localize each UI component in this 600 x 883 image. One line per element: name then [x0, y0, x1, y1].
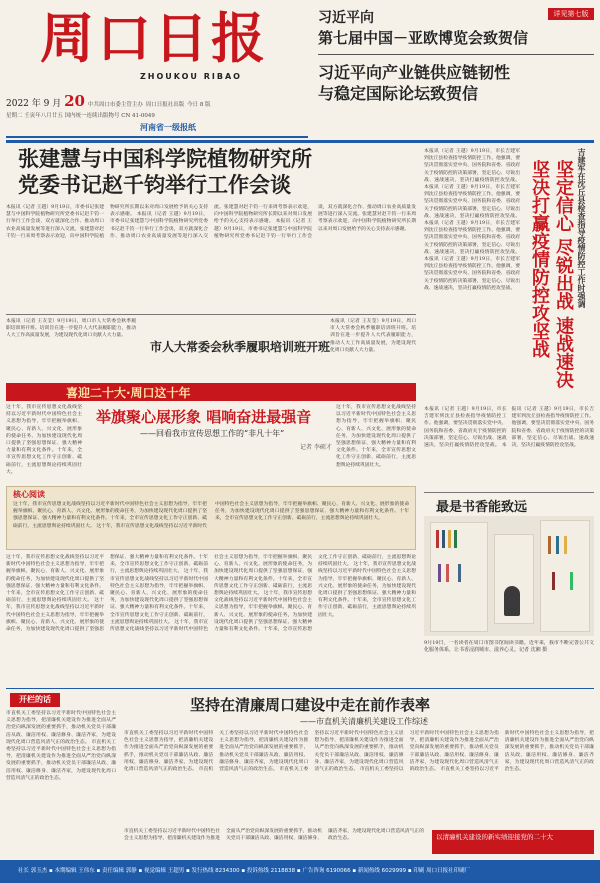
special-col-text-2: 这十年，我市宣传思想文化战线坚持以习近平新时代中国特色社会主义思想为指导，牢牢把握举旗帜、聚民心、育新人、兴文化、展形象的使命任务，为加快建设现代化周口提供了坚强思想保证、强大精神力量和有利文化条件。十年来，全市宣传思想文化工作守正创新、砥砺前行，主流思想舆论持续巩固壮大。: [6, 555, 208, 633]
footer-editor-chief: 社长 郭玉杰: [18, 868, 48, 874]
feature-intro: [6, 710, 116, 856]
date-year-month: 2022 年 9 月: [6, 99, 62, 109]
footer-visual-editor: 视觉编辑 王超男: [143, 868, 185, 874]
book: [552, 572, 555, 590]
special-col-text-4: 这十年，我市宣传思想文化战线坚持以习近平新时代中国特色社会主义思想为指导，牢牢把握举旗帜、聚民心、育新人、兴文化、展形象的使命任务，为加快建设现代化周口提供了坚强思想保证、强大精神力量和有利文化条件。十年来，全市宣传思想文化工作守正创新、砥砺前行，主流思想舆论持续巩固壮大。: [110, 555, 312, 633]
epidemic-headline-1[interactable]: 坚定信心 尽锐出战 速战速决: [553, 160, 574, 389]
special-body-top-text: 这十年，我市宣传思想文化战线坚持以习近平新时代中国特色社会主义思想为指导，牢牢把握举旗帜、聚民心、育新人、兴文化、展形象的使命任务，为加快建设现代化周口提供了坚强思想保证、强大精神力量和有利文化条件。十年来，全市宣传思想文化工作守正创新、砥砺前行，主流思想舆论持续巩固壮大。: [6, 405, 82, 475]
top-headline-2[interactable]: [318, 62, 590, 104]
newspaper-pinyin: ZHOUKOU RIBAO: [140, 72, 242, 81]
footer-print: 印刷 周口日报社印刷厂: [413, 868, 471, 874]
footer-news: 新闻热线 6029999: [357, 868, 407, 874]
feature-body-bottom: [124, 828, 424, 856]
feature-headline[interactable]: 坚持在清廉周口建设中走在前作表率: [190, 696, 431, 714]
special-body-right-text: 这十年，我市宣传思想文化战线坚持以习近平新时代中国特色社会主义思想为指导，牢牢把握举旗帜、聚民心、育新人、兴文化、展形象的使命任务，为加快建设现代化周口提供了坚强思想保证、强大精神力量和有利文化条件。十年来，全市宣传思想文化工作守正创新、砥砺前行，主流思想舆论持续巩固壮大。: [336, 405, 416, 468]
core-reading-text: 这十年，我市宣传思想文化战线坚持以习近平新时代中国特色社会主义思想为指导，牢牢把握举旗帜、聚民心、育新人、兴文化、展形象的使命任务，为加快建设现代化周口提供了坚强思想保证、强大精神力量和有利文化条件。十年来，全市宣传思想文化工作守正创新、砥砺前行，主流思想舆论持续巩固壮大。: [13, 502, 207, 529]
bookstore-headline[interactable]: 最是书香能致远: [436, 500, 528, 515]
lead-headline-line2: 党委书记赵千钧举行工作会谈: [18, 173, 291, 197]
npc-body-right: [330, 318, 416, 380]
book: [446, 564, 449, 582]
top-headline-1-line2: 第七届中国－亚欧博览会致贺信: [318, 29, 529, 47]
footer-circulation: 发行热线 8234300: [191, 868, 240, 874]
special-col-text-6: 这十年，我市宣传思想文化战线坚持以习近平新时代中国特色社会主义思想为指导，牢牢把握举旗帜、聚民心、育新人、兴文化、展形象的使命任务，为加快建设现代化周口提供了坚强思想保证、强大精神力量和有利文化条件。十年来，全市宣传思想文化工作守正创新、砥砺前行，主流思想舆论持续巩固壮大。: [318, 562, 416, 618]
feature-body-text-2: 市直机关工委坚持以习近平新时代中国特色社会主义思想为指导，把清廉机关建设作为推进全面从严治党向纵深发展的重要抓手，推动机关党员干部廉洁从政、廉洁用权、廉洁修身、廉洁齐家，为建设现代化周口营造风清气正的政治生态。: [198, 731, 309, 773]
book: [436, 530, 439, 548]
promo-banner-text: 以清廉机关建设的新实绩迎接党的二十大: [436, 833, 553, 841]
feature-body-text-5: 市直机关工委坚持以习近平新时代中国特色社会主义思想为指导，把清廉机关建设作为推进全面从严治党向纵深发展的重要抓手，推动机关党员干部廉洁从政、廉洁用权、廉洁修身、廉洁齐家，为建设现代化周口营造风清气正的政治生态。: [440, 731, 594, 773]
feature-body-text-4: 市直机关工委坚持以习近平新时代中国特色社会主义思想为指导，把清廉机关建设作为推进全面从严治党向纵深发展的重要抓手，推动机关党员干部廉洁从政、廉洁用权、廉洁修身、廉洁齐家，为建设现代化周口营造风清气正的政治生态。: [359, 731, 499, 773]
special-subhead: ——回看我市宣传思想工作的“非凡十年”: [140, 429, 285, 438]
footer-bar: 社长 郭玉杰 ▪ 本期编辑 王伟东 ▪ 责任编辑 郭静 ▪ 视觉编辑 王超男 ▪ 发行热线 8234300 ▪ 投诉热线 2118838 ▪ 广告咨询 6190066 ▪ 新闻热线 6029999 ▪ 印刷 周口日报社印刷厂: [0, 860, 600, 883]
epidemic-body-lower-text: 本报讯（记者 王越）9月19日，市长吉建军到沈丘县检查指导疫情防控工作。他强调，要坚决贯彻落实党中央、国务院和省委、省政府关于疫情防控的决策部署，坚定信心、尽锐出战、速战速决，坚决打赢疫情防控攻坚战。: [424, 407, 507, 449]
epidemic-body-lower: [424, 406, 594, 488]
footer-ads: 广告咨询 6190066: [302, 868, 351, 874]
date-day: 20: [64, 92, 85, 110]
book: [556, 536, 559, 554]
top-divider: [318, 54, 594, 55]
core-reading-text-2: 这十年，我市宣传思想文化战线坚持以习近平新时代中国特色社会主义思想为指导，牢牢把握举旗帜、聚民心、育新人、兴文化、展形象的使命任务，为加快建设现代化周口提供了坚强思想保证、强大精神力量和有利文化条件。十年来，全市宣传思想文化工作守正创新、砥砺前行，主流思想舆论持续巩固壮大。: [96, 502, 409, 529]
npc-body-text: 本报讯（记者 王友莹）9月19日，周口市人大常委会秋季履职培训班开班。培训旨在进一步提升人大代表履职能力，推动人大工作高质量发展，为建设现代化周口贡献人大力量。: [6, 319, 136, 339]
feature-subhead: ——市直机关清廉机关建设工作综述: [300, 717, 428, 726]
publisher-info: 中共周口市委主管主办: [87, 102, 143, 108]
epidemic-body-text-3: 本报讯（记者 王越）9月19日，市长吉建军到沈丘县检查指导疫情防控工作。他强调，要坚决贯彻落实党中央、国务院和省委、省政府关于疫情防控的决策部署，坚定信心、尽锐出战、速战速决，坚决打赢疫情防控攻坚战。: [424, 221, 520, 255]
dateline: [6, 92, 306, 120]
book: [448, 530, 451, 548]
book: [570, 572, 573, 590]
edition-info: 今日 8 版: [187, 102, 211, 108]
core-reading-box: [6, 486, 416, 550]
feature-body-text-1: 市直机关工委坚持以习近平新时代中国特色社会主义思想为指导，把清廉机关建设作为推进全面从严治党向纵深发展的重要抓手，推动机关党员干部廉洁从政、廉洁用权、廉洁修身、廉洁齐家，为建设现代化周口营造风清气正的政治生态。: [124, 731, 214, 773]
special-col-text-1: 这十年，我市宣传思想文化战线坚持以习近平新时代中国特色社会主义思想为指导，牢牢把握举旗帜、聚民心、育新人、兴文化、展形象的使命任务，为加快建设现代化周口提供了坚强思想保证、强大精神力量和有利文化条件。十年来，全市宣传思想文化工作守正创新、砥砺前行，主流思想舆论持续巩固壮大。: [6, 555, 104, 604]
column-open-tag: 开栏的话: [10, 693, 60, 707]
special-byline: 记者 李硕才: [300, 444, 332, 451]
epidemic-body-text: 本报讯（记者 王越）9月19日，市长吉建军到沈丘县检查指导疫情防控工作。他强调，要坚决贯彻落实党中央、国务院和省委、省政府关于疫情防控的决策部署，坚定信心、尽锐出战、速战速决，坚决打赢疫情防控攻坚战。: [424, 149, 520, 183]
bookstore-caption: [424, 640, 594, 670]
office-info: 周口日报社出版: [145, 102, 185, 108]
issue-code: 国内统一连续出版物号 CN 41-0049: [64, 113, 155, 119]
top-headline-2-line2: 与稳定国际论坛致贺信: [318, 84, 479, 103]
bookstore-photo: [424, 516, 594, 636]
feature-intro-text: 市直机关工委坚持以习近平新时代中国特色社会主义思想为指导，把清廉机关建设作为推进全面从严治党向纵深发展的重要抓手，推动机关党员干部廉洁从政、廉洁用权、廉洁修身、廉洁齐家，为建设现代化周口营造风清气正的政治生态。: [6, 711, 116, 745]
special-col-text-3: 这十年，我市宣传思想文化战线坚持以习近平新时代中国特色社会主义思想为指导，牢牢把握举旗帜、聚民心、育新人、兴文化、展形象的使命任务，为加快建设现代化周口提供了坚强思想保证、强大精神力量和有利文化条件。十年来，全市宣传思想文化工作守正创新、砥砺前行，主流思想舆论持续巩固壮大。: [110, 569, 208, 625]
feature-body-bottom-text: 市直机关工委坚持以习近平新时代中国特色社会主义思想为指导，把清廉机关建设作为推进全面从严治党向纵深发展的重要抓手，推动机关党员干部廉洁从政、廉洁用权、廉洁修身、廉洁齐家，为建设现代化周口营造风清气正的政治生态。: [124, 829, 424, 842]
corner-tag[interactable]: 详见第七版: [548, 8, 594, 20]
weekday: 星期二: [6, 113, 23, 119]
masthead-rule: [6, 136, 308, 138]
npc-headline[interactable]: 市人大常委会秋季履职培训班开班: [150, 340, 331, 354]
book: [442, 530, 445, 548]
footer-duty-editor: 责任编辑 郭静: [101, 868, 137, 874]
special-banner: [6, 383, 416, 401]
book: [564, 536, 567, 554]
header-rule: [6, 140, 594, 143]
lead-headline-line1: 张建慧与中国科学院植物研究所: [18, 147, 312, 171]
lead-body-text-cont: 本报讯（记者 王越）9月19日，市委书记张建慧与中国科学院植物研究所党委书记赵千钧一行举行工作会谈，双方就深化合作、推动周口农业高质量发展等进行深入交流。张建慧对赵千钧一行来周考察表示欢迎，向中国科学院植物研究所长期以来对周口发展给予的关心支持表示感谢。: [110, 205, 312, 239]
feature-body: [124, 730, 594, 826]
special-headline[interactable]: 举旗聚心展形象 唱响奋进最强音: [96, 408, 312, 426]
npc-divider: [6, 314, 416, 315]
promo-banner[interactable]: [432, 830, 594, 854]
newspaper-logo: 周口日报: [40, 6, 268, 70]
book: [454, 530, 457, 548]
bookstore-caption-text: 9月19日，一名读者在周口市图书馆阅读书籍。近年来，我市不断完善公共文化服务体系，让书香浸润城市、滋养心灵。记者 沈湘 摄: [424, 640, 594, 654]
lunar-date: 壬寅年八月廿五: [24, 113, 63, 119]
epidemic-body-lower-text-2: 本报讯（记者 王越）9月19日，市长吉建军到沈丘县检查指导疫情防控工作。他强调，要坚决贯彻落实党中央、国务院和省委、省政府关于疫情防控的决策部署，坚定信心、尽锐出战、速战速决，坚决打赢疫情防控攻坚战。: [501, 407, 594, 449]
epidemic-body-text-4: 本报讯（记者 王越）9月19日，市长吉建军到沈丘县检查指导疫情防控工作。他强调，要坚决贯彻落实党中央、国务院和省委、省政府关于疫情防控的决策部署，坚定信心、尽锐出战、速战速决，坚决打赢疫情防控攻坚战。: [424, 257, 520, 291]
book: [438, 564, 441, 582]
epidemic-headline-2[interactable]: 坚决打赢疫情防控攻坚战: [529, 160, 550, 358]
lead-body-text-cont2: 本报讯（记者 王越）9月19日，市委书记张建慧与中国科学院植物研究所党委书记赵千钧一行举行工作会谈，双方就深化合作、推动周口农业高质量发展等进行深入交流。张建慧对赵千钧一行来周考察表示欢迎，向中国科学院植物研究所长期以来对周口发展给予的关心支持表示感谢。: [214, 205, 416, 239]
top-headline-2-line1: 习近平向产业链供应链韧性: [318, 63, 511, 82]
feature-intro-text-2: 市直机关工委坚持以习近平新时代中国特色社会主义思想为指导，把清廉机关建设作为推进全面从严治党向纵深发展的重要抓手，推动机关党员干部廉洁从政、廉洁用权、廉洁修身、廉洁齐家，为建设现代化周口营造风清气正的政治生态。: [6, 739, 116, 781]
lead-headline[interactable]: [18, 146, 418, 198]
grade-badge: 河南省一级报纸: [140, 122, 196, 132]
top-headline-1-line1: 习近平向: [318, 10, 374, 26]
npc-body-left: [6, 318, 136, 380]
special-body-columns: [6, 554, 416, 684]
photo-divider: [424, 492, 594, 493]
npc-body-text-2: 本报讯（记者 王友莹）9月19日，周口市人大常委会秋季履职培训班开班。培训旨在进一步提升人大代表履职能力，推动人大工作高质量发展，为建设现代化周口贡献人大力量。: [330, 319, 416, 353]
book: [458, 564, 461, 582]
special-banner-text: 喜迎二十大·周口这十年: [66, 386, 191, 400]
special-col-text-5: 这十年，我市宣传思想文化战线坚持以习近平新时代中国特色社会主义思想为指导，牢牢把握举旗帜、聚民心、育新人、兴文化、展形象的使命任务，为加快建设现代化周口提供了坚强思想保证、强大精神力量和有利文化条件。十年来，全市宣传思想文化工作守正创新、砥砺前行，主流思想舆论持续巩固壮大。: [214, 555, 416, 633]
book: [548, 536, 551, 554]
epidemic-kicker: 吉建军在沈丘县检查指导疫情防控工作时强调: [577, 148, 586, 308]
special-body-right: [336, 404, 416, 484]
lead-body: [6, 204, 416, 314]
footer-editor: 本期编辑 王伟东: [54, 868, 95, 874]
feature-rule: [6, 688, 594, 689]
footer-complaint: 投诉热线 2118838: [246, 868, 296, 874]
core-reading-tag: 核心阅读: [13, 490, 45, 499]
epidemic-body: [424, 148, 520, 403]
special-body-top: [6, 404, 82, 484]
feature-body-text-3: 市直机关工委坚持以习近平新时代中国特色社会主义思想为指导，把清廉机关建设作为推进全面从严治党向纵深发展的重要抓手，推动机关党员干部廉洁从政、廉洁用权、廉洁修身、廉洁齐家，为建设现代化周口营造风清气正的政治生态。: [279, 731, 404, 773]
epidemic-body-text-2: 本报讯（记者 王越）9月19日，市长吉建军到沈丘县检查指导疫情防控工作。他强调，要坚决贯彻落实党中央、国务院和省委、省政府关于疫情防控的决策部署，坚定信心、尽锐出战、速战速决，坚决打赢疫情防控攻坚战。: [424, 185, 520, 219]
reader-figure: [504, 586, 520, 616]
lead-body-text: 本报讯（记者 王越）9月19日，市委书记张建慧与中国科学院植物研究所党委书记赵千钧一行举行工作会谈，双方就深化合作、推动周口农业高质量发展等进行深入交流。张建慧对赵千钧一行来周考察表示欢迎，向中国科学院植物研究所长期以来对周口发展给予的关心支持表示感谢。: [6, 205, 208, 239]
